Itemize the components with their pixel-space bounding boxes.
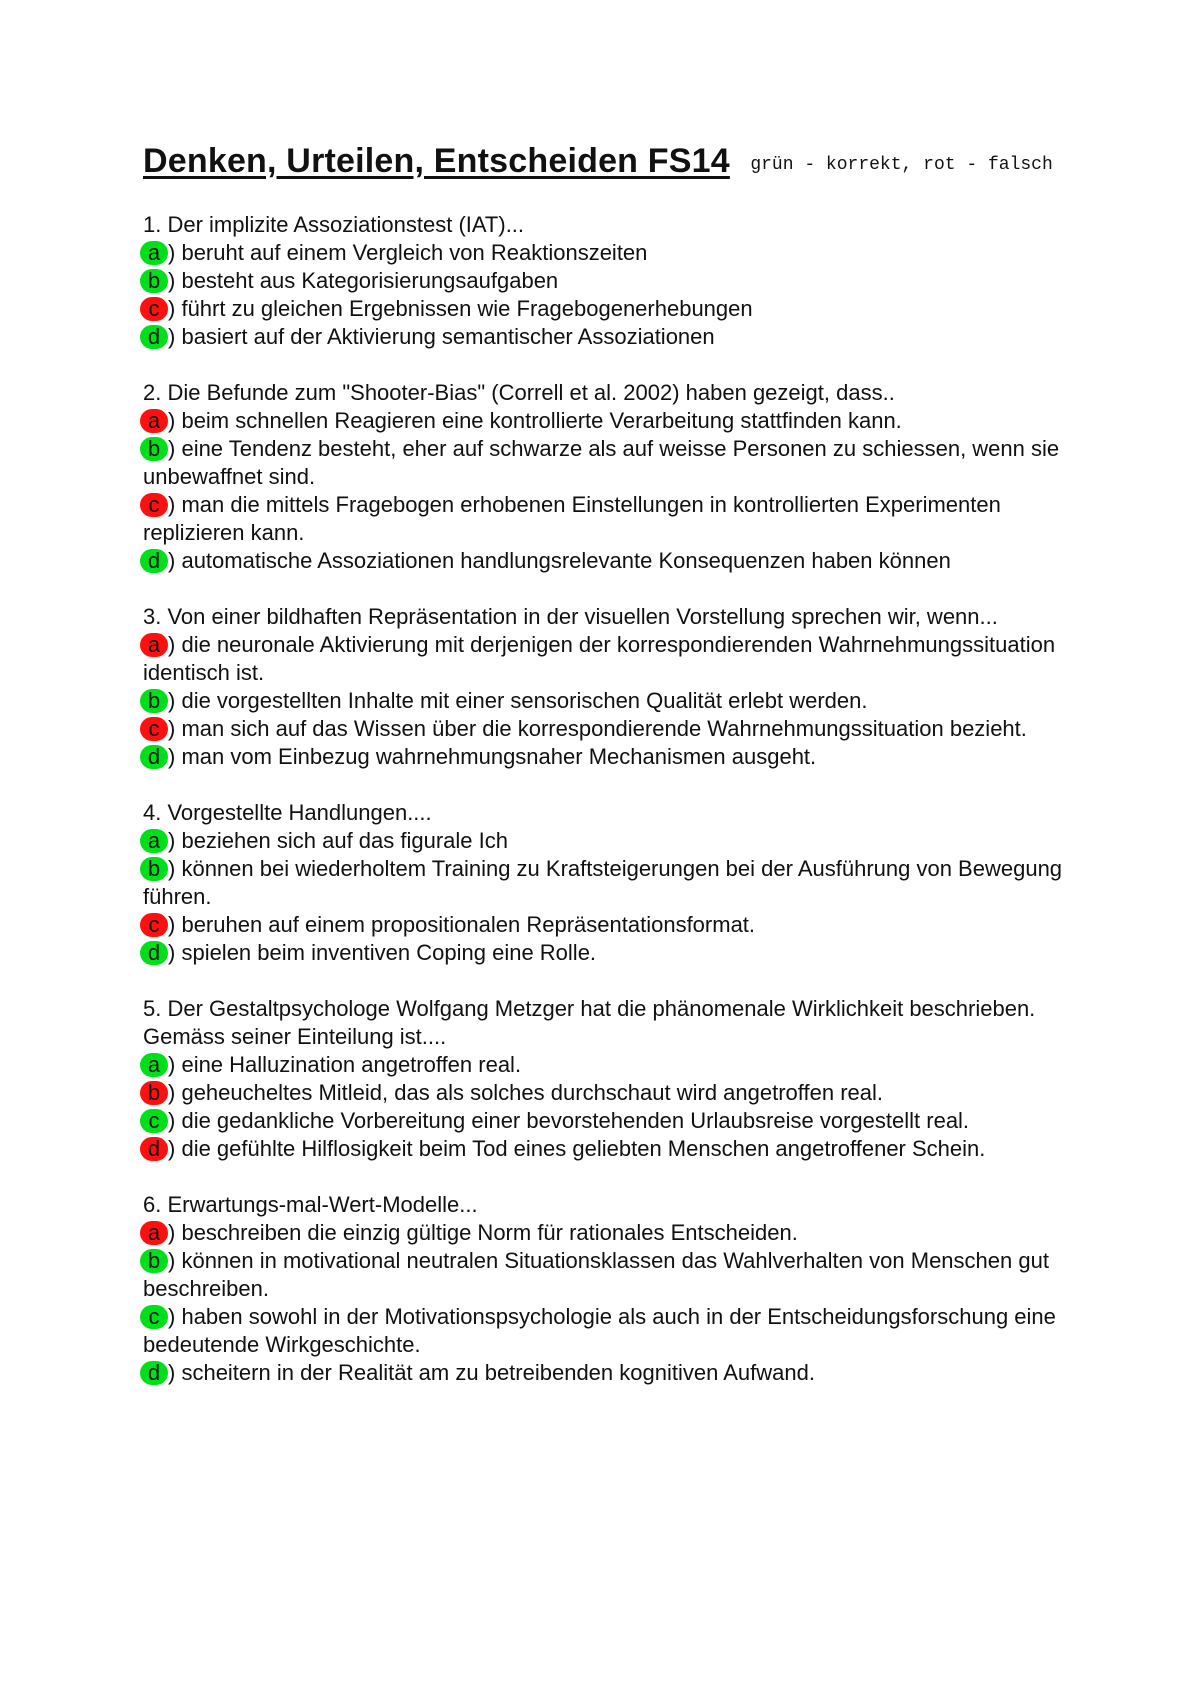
question-text: 2. Die Befunde zum "Shooter-Bias" (Correll et al. 2002) haben gezeigt, dass.. <box>143 380 895 405</box>
answer-marker: a <box>140 829 168 853</box>
answer-text: automatische Assoziationen handlungsrelevante Konsequenzen haben können <box>181 548 951 573</box>
answer-3d: d ) man vom Einbezug wahrnehmungsnaher Mechanismen ausgeht. <box>143 743 1063 771</box>
question-3 <box>143 603 1063 771</box>
answer-6d: d ) scheitern in der Realität am zu betreibenden kognitiven Aufwand. <box>143 1359 1063 1387</box>
question-5 <box>143 995 1063 1163</box>
answer-marker: b <box>140 269 168 293</box>
answer-marker: a <box>140 1053 168 1077</box>
answer-text: können bei wiederholtem Training zu Kraftsteigerungen bei der Ausführung von Bewegung führen. <box>143 856 1063 909</box>
page-title: Denken, Urteilen, Entscheiden FS14 <box>143 142 730 180</box>
answer-4b: b ) können bei wiederholtem Training zu Kraftsteigerungen bei der Ausführung von Bewegung führen. <box>143 855 1063 911</box>
answer-text: die gedankliche Vorbereitung einer bevorstehenden Urlaubsreise vorgestellt real. <box>181 1108 970 1133</box>
answer-text: eine Halluzination angetroffen real. <box>181 1052 522 1077</box>
answer-text: beruhen auf einem propositionalen Repräsentationsformat. <box>181 912 756 937</box>
answer-2a: a ) beim schnellen Reagieren eine kontrollierte Verarbeitung stattfinden kann. <box>143 407 1063 435</box>
question-4 <box>143 799 1063 967</box>
answer-text: die vorgestellten Inhalte mit einer sensorischen Qualität erlebt werden. <box>181 688 868 713</box>
answer-text: scheitern in der Realität am zu betreibenden kognitiven Aufwand. <box>181 1360 815 1385</box>
answer-2b: b ) eine Tendenz besteht, eher auf schwarze als auf weisse Personen zu schiessen, wenn sie unbewaffnet sind. <box>143 435 1063 491</box>
answer-3b: b ) die vorgestellten Inhalte mit einer sensorischen Qualität erlebt werden. <box>143 687 1063 715</box>
answer-text: spielen beim inventiven Coping eine Rolle. <box>181 940 597 965</box>
answer-4d: d ) spielen beim inventiven Coping eine Rolle. <box>143 939 1063 967</box>
answer-text: führt zu gleichen Ergebnissen wie Fragebogenerhebungen <box>181 296 753 321</box>
answer-text: man sich auf das Wissen über die korrespondierende Wahrnehmungssituation bezieht. <box>181 716 1027 741</box>
answer-5b: b ) geheucheltes Mitleid, das als solches durchschaut wird angetroffen real. <box>143 1079 1063 1107</box>
answer-text: die gefühlte Hilflosigkeit beim Tod eines geliebten Menschen angetroffener Schein. <box>181 1136 986 1161</box>
answer-text: man vom Einbezug wahrnehmungsnaher Mechanismen ausgeht. <box>181 744 817 769</box>
answer-marker: c <box>140 1305 168 1329</box>
answer-text: man die mittels Fragebogen erhobenen Einstellungen in kontrollierten Experimenten replizieren kann. <box>143 492 1001 545</box>
question-text: 5. Der Gestaltpsychologe Wolfgang Metzger hat die phänomenale Wirklichkeit beschrieben. Gemäss seiner Einteilung ist.... <box>143 996 1036 1049</box>
answer-marker: c <box>140 493 168 517</box>
answer-marker: d <box>140 549 168 573</box>
question-text: 6. Erwartungs-mal-Wert-Modelle... <box>143 1192 478 1217</box>
answer-1a: a ) beruht auf einem Vergleich von Reaktionszeiten <box>143 239 1063 267</box>
question-6 <box>143 1191 1063 1387</box>
header <box>143 142 1053 181</box>
answer-text: beim schnellen Reagieren eine kontrollierte Verarbeitung stattfinden kann. <box>181 408 902 433</box>
answer-marker: c <box>140 297 168 321</box>
answer-2d: d ) automatische Assoziationen handlungsrelevante Konsequenzen haben können <box>143 547 1063 575</box>
question-text: 1. Der implizite Assoziationstest (IAT)... <box>143 212 525 237</box>
answer-5d: d ) die gefühlte Hilflosigkeit beim Tod eines geliebten Menschen angetroffener Schein. <box>143 1135 1063 1163</box>
answer-6a: a ) beschreiben die einzig gültige Norm für rationales Entscheiden. <box>143 1219 1063 1247</box>
answer-marker: c <box>140 1109 168 1133</box>
answer-marker: d <box>140 745 168 769</box>
answer-marker: a <box>140 633 168 657</box>
answer-marker: d <box>140 1137 168 1161</box>
answer-3c: c ) man sich auf das Wissen über die korrespondierende Wahrnehmungssituation bezieht. <box>143 715 1063 743</box>
answer-marker: a <box>140 1221 168 1245</box>
answer-1c: c ) führt zu gleichen Ergebnissen wie Fragebogenerhebungen <box>143 295 1063 323</box>
question-list <box>143 211 1063 1415</box>
answer-marker: d <box>140 1361 168 1385</box>
answer-text: beschreiben die einzig gültige Norm für rationales Entscheiden. <box>181 1220 798 1245</box>
answer-text: besteht aus Kategorisierungsaufgaben <box>181 268 559 293</box>
answer-text: die neuronale Aktivierung mit derjenigen der korrespondierenden Wahrnehmungssituation identisch ist. <box>143 632 1056 685</box>
color-legend: grün - korrekt, rot - falsch <box>750 155 1053 175</box>
answer-text: beruht auf einem Vergleich von Reaktionszeiten <box>181 240 648 265</box>
answer-4c: c ) beruhen auf einem propositionalen Repräsentationsformat. <box>143 911 1063 939</box>
answer-marker: a <box>140 409 168 433</box>
question-1 <box>143 211 1063 351</box>
answer-text: eine Tendenz besteht, eher auf schwarze als auf weisse Personen zu schiessen, wenn sie unbewaffnet sind. <box>143 436 1060 489</box>
answer-1d: d ) basiert auf der Aktivierung semantischer Assoziationen <box>143 323 1063 351</box>
answer-marker: d <box>140 941 168 965</box>
answer-6b: b ) können in motivational neutralen Situationsklassen das Wahlverhalten von Menschen gut beschreiben. <box>143 1247 1063 1303</box>
answer-marker: d <box>140 325 168 349</box>
answer-text: haben sowohl in der Motivationspsychologie als auch in der Entscheidungsforschung eine bedeutende Wirkgeschichte. <box>143 1304 1056 1357</box>
answer-marker: b <box>140 689 168 713</box>
answer-3a: a ) die neuronale Aktivierung mit derjenigen der korrespondierenden Wahrnehmungssituation identisch ist. <box>143 631 1063 687</box>
answer-marker: c <box>140 913 168 937</box>
answer-marker: b <box>140 857 168 881</box>
question-text: 3. Von einer bildhaften Repräsentation in der visuellen Vorstellung sprechen wir, wenn... <box>143 604 998 629</box>
answer-1b: b ) besteht aus Kategorisierungsaufgaben <box>143 267 1063 295</box>
answer-marker: b <box>140 1081 168 1105</box>
answer-2c: c ) man die mittels Fragebogen erhobenen Einstellungen in kontrollierten Experimenten replizieren kann. <box>143 491 1063 547</box>
answer-6c: c ) haben sowohl in der Motivationspsychologie als auch in der Entscheidungsforschung eine bedeutende Wirkgeschichte. <box>143 1303 1063 1359</box>
answer-text: basiert auf der Aktivierung semantischer Assoziationen <box>181 324 715 349</box>
answer-marker: b <box>140 437 168 461</box>
answer-4a: a ) beziehen sich auf das figurale Ich <box>143 827 1063 855</box>
answer-marker: b <box>140 1249 168 1273</box>
answer-5a: a ) eine Halluzination angetroffen real. <box>143 1051 1063 1079</box>
answer-marker: c <box>140 717 168 741</box>
question-text: 4. Vorgestellte Handlungen.... <box>143 800 432 825</box>
question-2 <box>143 379 1063 575</box>
answer-5c: c ) die gedankliche Vorbereitung einer bevorstehenden Urlaubsreise vorgestellt real. <box>143 1107 1063 1135</box>
answer-text: geheucheltes Mitleid, das als solches durchschaut wird angetroffen real. <box>181 1080 884 1105</box>
answer-text: beziehen sich auf das figurale Ich <box>181 828 508 853</box>
answer-marker: a <box>140 241 168 265</box>
answer-text: können in motivational neutralen Situationsklassen das Wahlverhalten von Menschen gut beschreiben. <box>143 1248 1049 1301</box>
